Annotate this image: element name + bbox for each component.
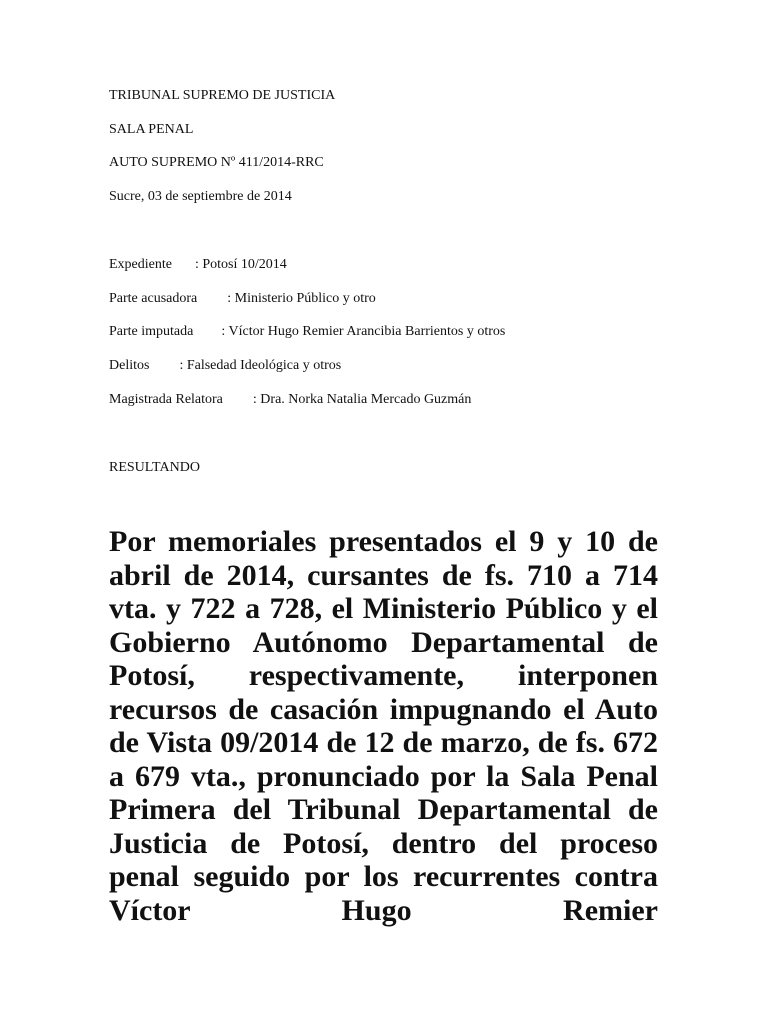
body-paragraph: Por memoriales presentados el 9 y 10 de abril de 2014, cursantes de fs. 710 a 714 vta. y 722 a 728, el Ministerio Público y el Gobierno Autónomo Departamental de Potosí, respectivamente, interponen recursos de casación impugnando el Auto de Vista 09/2014 de 12 de marzo, de fs. 672 a 679 vta., pronunciado por la Sala Penal Primera del Tribunal Departamental de Justicia de Potosí, dentro del proceso penal seguido por los recurrentes contra Víctor Hugo Remier <box>109 525 658 927</box>
field-value: : Potosí 10/2014 <box>194 257 287 272</box>
field-label: Parte acusadora <box>109 291 198 306</box>
case-field-magistrada-relatora <box>109 391 471 409</box>
chamber-name: SALA PENAL <box>109 122 194 137</box>
case-field-parte-imputada <box>109 323 505 341</box>
field-label: Delitos <box>109 358 150 373</box>
case-field-expediente <box>109 256 287 274</box>
field-value: : Dra. Norka Natalia Mercado Guzmán <box>252 392 472 407</box>
case-field-parte-acusadora <box>109 290 376 308</box>
ruling-number: AUTO SUPREMO Nº 411/2014-RRC <box>109 155 324 170</box>
field-value: : Ministerio Público y otro <box>227 291 376 306</box>
section-title: RESULTANDO <box>109 460 200 475</box>
field-value: : Víctor Hugo Remier Arancibia Barrientos y otros <box>221 324 506 339</box>
field-value: : Falsedad Ideológica y otros <box>179 358 342 373</box>
field-label: Parte imputada <box>109 324 194 339</box>
court-name: TRIBUNAL SUPREMO DE JUSTICIA <box>109 88 336 103</box>
field-label: Magistrada Relatora <box>109 392 223 407</box>
field-label: Expediente <box>109 257 172 272</box>
case-field-delitos <box>109 357 341 375</box>
place-date: Sucre, 03 de septiembre de 2014 <box>109 189 292 204</box>
